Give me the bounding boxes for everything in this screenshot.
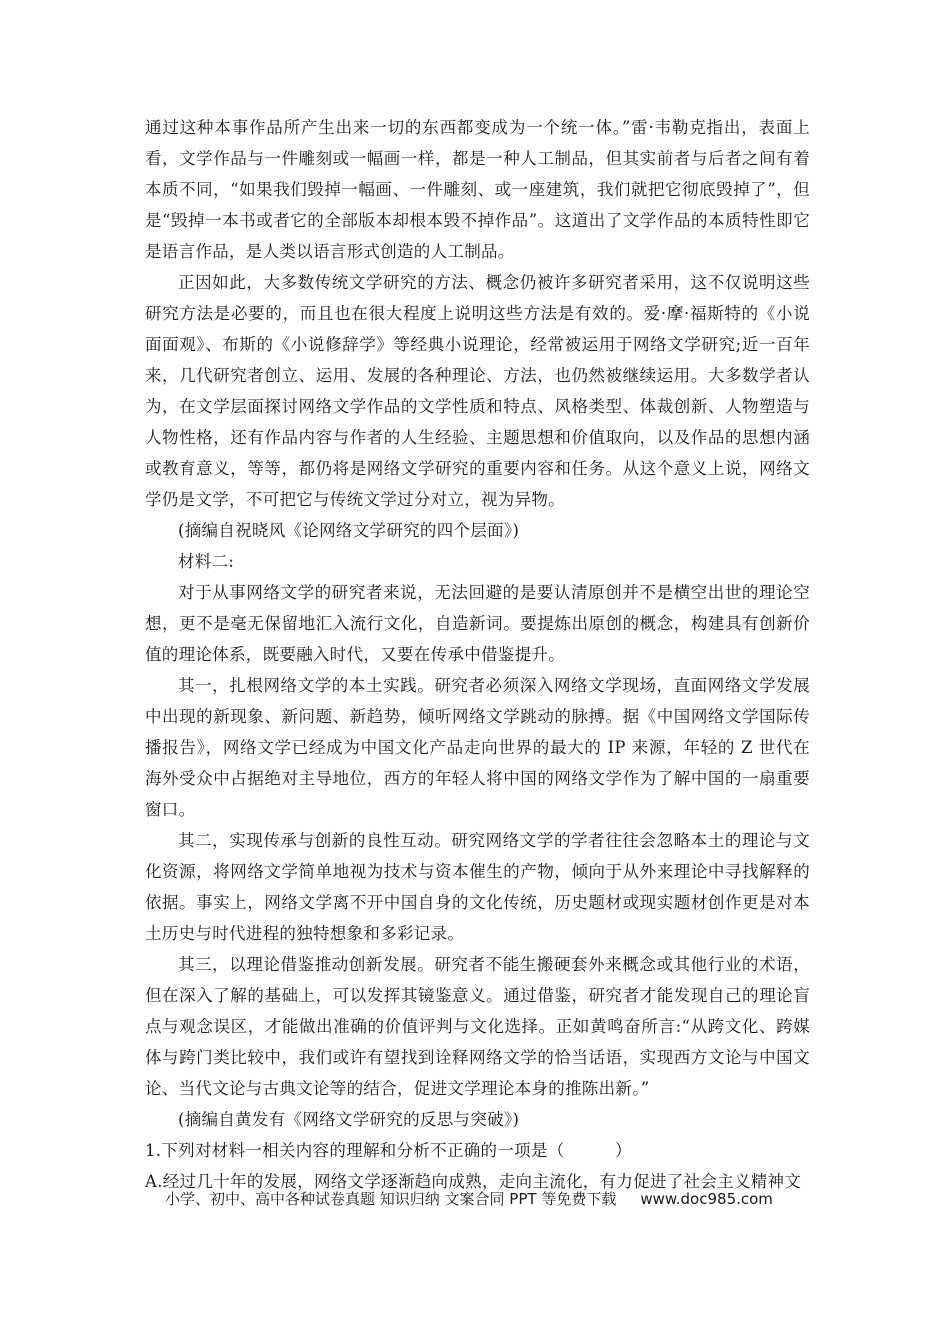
question-option-a: A.经过几十年的发展，网络文学逐渐趋向成熟，走向主流化，有力促进了社会主义精神文 [145, 1172, 802, 1191]
paragraph-5: 其二，实现传承与创新的良性互动。研究网络文学的学者往往会忽略本土的理论与文化资源，将网络文学简单地视为技术与资本催生的产物，倾向于从外来理论中寻找解释的依据。事实上，网络文学离不开中国自身的文化传统，历史题材或现实题材创作更是对本土历史与时代进程的独特想象和多彩记录。 [145, 831, 810, 943]
footer-text: 小学、初中、高中各种试卷真题 知识归纳 文案合同 PPT 等免费下载 [165, 1190, 617, 1208]
page-footer [165, 1188, 773, 1209]
document-body [145, 112, 810, 1197]
paragraph-1: 通过这种本事作品所产生出来一切的东西都变成为一个统一体。”雷·韦勒克指出，表面上看，文学作品与一件雕刻或一幅画一样，都是一种人工制品，但其实前者与后者之间有着本质不同，“如果我们毁掉一幅画、一件雕刻、或一座建筑，我们就把它彻底毁掉了”，但是“毁掉一本书或者它的全部版本却根本毁不掉作品”。这道出了文学作品的本质特性即它是语言作品，是人类以语言形式创造的人工制品。 [145, 118, 810, 261]
source-citation-1: (摘编自祝晓风《论网络文学研究的四个层面》) [178, 521, 520, 540]
footer-url: www.doc985.com [640, 1190, 773, 1208]
paragraph-6: 其三，以理论借鉴推动创新发展。研究者不能生搬硬套外来概念或其他行业的术语，但在深入了解的基础上，可以发挥其镜鉴意义。通过借鉴，研究者才能发现自己的理论盲点与观念误区，才能做出准确的价值评判与文化选择。正如黄鸣奋所言:“从跨文化、跨媒体与跨门类比较中，我们或许有望找到诠释网络文学的恰当话语，实现西方文论与中国文论、当代文论与古典文论等的结合，促进文学理论本身的推陈出新。” [145, 955, 810, 1098]
paragraph-3: 对于从事网络文学的研究者来说，无法回避的是要认清原创并不是横空出世的理论空想，更不是毫无保留地汇入流行文化，自造新词。要提炼出原创的概念，构建具有创新价值的理论体系，既要融入时代，又要在传承中借鉴提升。 [145, 583, 810, 664]
question-stem: 1.下列对材料一相关内容的理解和分析不正确的一项是（ ） [145, 1141, 632, 1160]
paragraph-2: 正因如此，大多数传统文学研究的方法、概念仍被许多研究者采用，这不仅说明这些研究方法是必要的，而且也在很大程度上说明这些方法是有效的。爱·摩·福斯特的《小说面面观》、布斯的《小说修辞学》等经典小说理论，经常被运用于网络文学研究;近一百年来，几代研究者创立、运用、发展的各种理论、方法，也仍然被继续运用。大多数学者认为，在文学层面探讨网络文学作品的文学性质和特点、风格类型、体裁创新、人物塑造与人物性格，还有作品内容与作者的人生经验、主题思想和价值取向，以及作品的思想内涵或教育意义，等等，都仍将是网络文学研究的重要内容和任务。从这个意义上说，网络文学仍是文学，不可把它与传统文学过分对立，视为异物。 [145, 273, 810, 509]
paragraph-4: 其一，扎根网络文学的本土实践。研究者必须深入网络文学现场，直面网络文学发展中出现的新现象、新问题、新趋势，倾听网络文学跳动的脉搏。据《中国网络文学国际传播报告》，网络文学已经成为中国文化产品走向世界的最大的 IP 来源，年轻的 Z 世代在海外受众中占据绝对主导地位，西方的年轻人将中国的网络文学作为了解中国的一扇重要窗口。 [145, 676, 810, 819]
source-citation-2: (摘编自黄发有《网络文学研究的反思与突破》) [178, 1110, 520, 1129]
material-two-heading: 材料二: [178, 552, 235, 571]
